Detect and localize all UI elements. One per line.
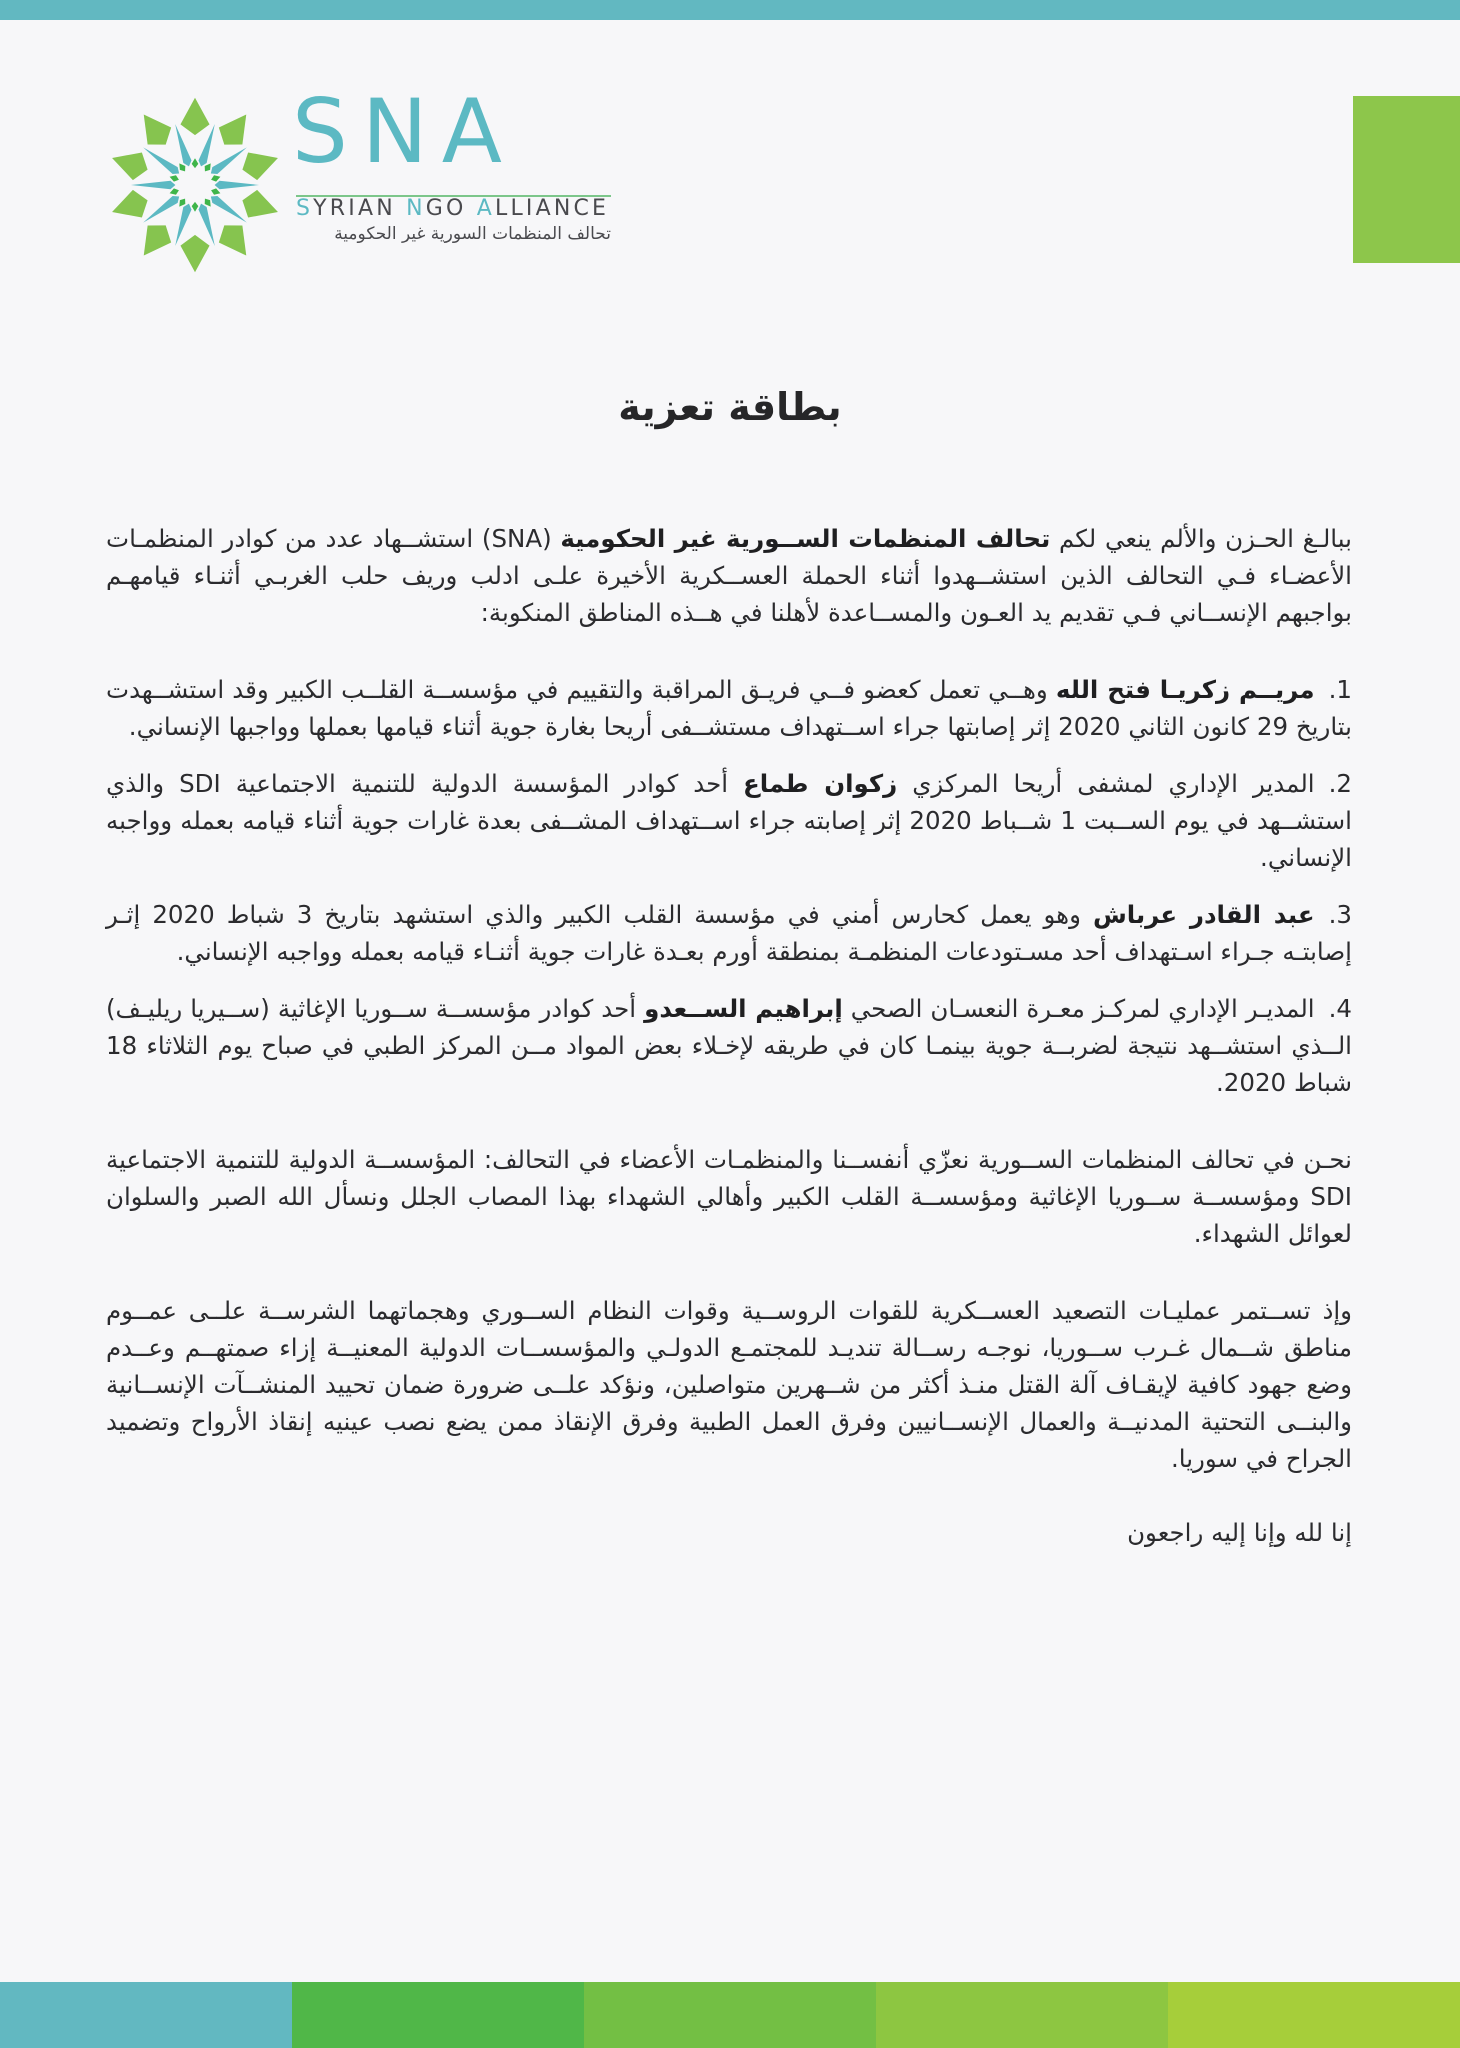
logo-en-part: A (476, 196, 495, 221)
logo-en-part: S (296, 196, 314, 221)
list-text: أحد كوادر مؤسســة ســوريا الإغاثية (ســيريا ريليـف) الــذي استشــهد نتيجة لضربــة جوية بينمـا كان في طريقه لإخـلاء بعض المواد مــن المركز الطبي في صباح يوم الثلاثاء 18 شباط 2020. (106, 994, 1352, 1097)
bottom-color-bar (0, 1982, 1460, 2048)
logo-en-part: LLIANCE (494, 196, 610, 221)
martyr-list-item (106, 896, 1352, 970)
martyr-list-item (106, 765, 1352, 876)
sna-logo (104, 80, 624, 276)
logo-star-icon (104, 96, 286, 274)
martyr-list-item (106, 990, 1352, 1101)
intro-paragraph (106, 520, 1352, 631)
list-number: 3. (1328, 900, 1352, 929)
logo-en-part: YRIAN (313, 196, 407, 221)
martyr-name: زكوان طماع (743, 769, 898, 798)
list-text: المدير الإداري لمشفى أريحا المركزي (897, 769, 1315, 798)
color-segment (876, 1982, 1168, 2048)
list-number: 4. (1328, 994, 1352, 1023)
logo-abbreviation: SNA (292, 80, 516, 183)
document-body (106, 520, 1352, 1551)
martyr-list-item (106, 671, 1352, 745)
list-number: 2. (1328, 769, 1352, 798)
list-text: المديـر الإداري لمركـز معـرة النعسـان الصحي (842, 994, 1315, 1023)
closing-line: إنا لله وإنا إليه راجعون (1127, 1518, 1352, 1547)
intro-text: (SNA) استشــهاد عدد من كوادر المنظمـات الأعضـاء فـي التحالف الذين استشــهدوا أثناء الحملة العســكرية الأخيرة علـى ادلب وريف حلب الغربـي أثنـاء قيامهـم بواجبهم الإنســاني فـي تقديم يد العـون والمســاعدة لأهلنا في هــذه المناطق المنكوبة: (106, 524, 1352, 627)
color-segment (292, 1982, 584, 2048)
document-title: بطاقة تعزية (618, 385, 842, 429)
organization-name: تحالف المنظمات الســورية غير الحكومية (560, 524, 1051, 553)
color-segment (0, 1982, 292, 2048)
martyr-name: عبد القادر عرباش (1092, 900, 1315, 929)
intro-text: ببالـغ الحـزن والألم ينعي لكم (1050, 524, 1352, 553)
logo-arabic-name: تحالف المنظمات السورية غير الحكومية (334, 224, 611, 244)
list-text: وهــي تعمل كعضو فــي فريـق المراقبة والتقييم في مؤسســة القلــب الكبير وقد استشــهدت بتاريخ 29 كانون الثاني 2020 إثر إصابتها جراء اســتهداف مستشــفى أريحا بغارة جوية أثناء قيامها بعملها وواجبها الإنساني. (106, 675, 1352, 741)
list-text: وهو يعمل كحارس أمني في مؤسسة القلب الكبير والذي استشهد بتاريخ 3 شباط 2020 إثـر إصابتـه جـراء اسـتهداف أحد مسـتودعات المنظمـة بمنطقة أورم بعـدة غارات جوية أثنـاء قيامه بعمله وواجبه الإنساني. (106, 900, 1352, 966)
corner-accent-block (1353, 96, 1460, 263)
martyr-name: إبراهيم الســعدو (644, 994, 843, 1023)
logo-en-part: N (406, 196, 426, 221)
condolence-paragraph: نحـن في تحالف المنظمات الســورية نعزّي أنفســنا والمنظمـات الأعضاء في التحالف: المؤسســة الدولية للتنمية الاجتماعية SDI ومؤسســة ســوريا الإغاثية ومؤسســة القلب الكبير وأهالي الشهداء بهذا المصاب الجلل ونسأل الله الصبر والسلوان لعوائل الشهداء. (106, 1145, 1352, 1248)
color-segment (584, 1982, 876, 2048)
logo-english-name (296, 196, 609, 222)
list-number: 1. (1328, 675, 1352, 704)
martyr-name: مريــم زكريـا فتح الله (1055, 675, 1315, 704)
logo-en-part: GO (425, 196, 477, 221)
color-segment (1168, 1982, 1460, 2048)
top-accent-bar (0, 0, 1460, 20)
list-text: أحد كوادر المؤسسة الدولية للتنمية الاجتماعية SDI والذي استشــهد في يوم الســبت 1 شــباط 2020 إثر إصابته جراء اســتهداف المشــفى بعدة غارات جوية أثناء قيامه بعمله وواجبه الإنساني. (106, 769, 1352, 872)
statement-paragraph: وإذ تســتمر عمليـات التصعيد العســكرية للقوات الروســية وقوات النظام الســوري وهجماتهما الشرســة علــى عمــوم مناطق شــمال غـرب ســوريا، نوجـه رســالة تنديـد للمجتمـع الدولـي والمؤسســات الدولية المعنيــة إزاء صمتهــم وعــدم وضع جهود كافية لإيقـاف آلة القتل منـذ أكثر من شــهرين متواصلين، ونؤكد علــى ضرورة ضمان تحييد المنشــآت الإنســانية والبنــى التحتية المدنيــة والعمال الإنســانيين وفرق العمل الطبية وفرق الإنقاذ ممن يضع نصب عينيه إنقاذ الأرواح وتضميد الجراح في سوريا. (106, 1296, 1352, 1473)
